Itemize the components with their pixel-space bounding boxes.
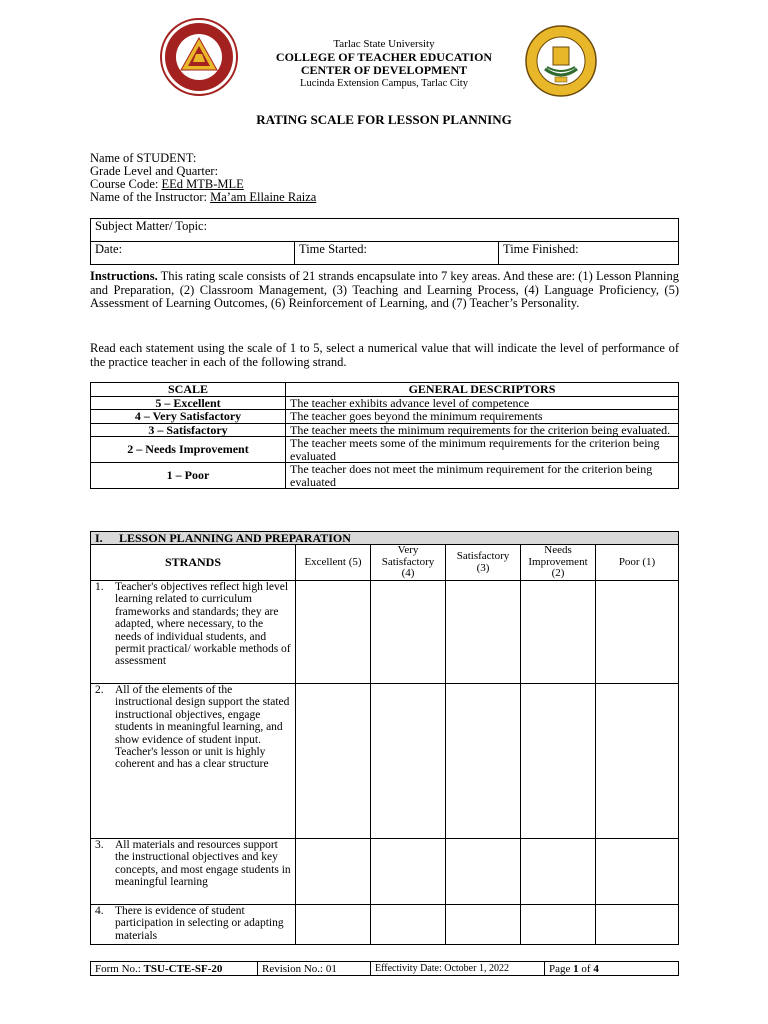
rating-cell[interactable] bbox=[296, 904, 371, 944]
strand-text: There is evidence of student participation in selecting or adapting materials bbox=[115, 904, 284, 942]
col-needs-improvement: Needs Improvement (2) bbox=[521, 545, 596, 581]
rating-cell[interactable] bbox=[596, 838, 679, 904]
scale-table bbox=[90, 382, 679, 489]
student-name-label: Name of STUDENT: bbox=[90, 151, 197, 165]
campus-name: Lucinda Extension Campus, Tarlac City bbox=[300, 78, 468, 89]
course-code-value: EEd MTB-MLE bbox=[161, 177, 244, 191]
subject-topic-field[interactable]: Subject Matter/ Topic: bbox=[91, 219, 679, 242]
rating-cell[interactable] bbox=[521, 580, 596, 683]
scale-label: 5 – Excellent bbox=[91, 396, 286, 410]
rating-cell[interactable] bbox=[296, 838, 371, 904]
rating-cell[interactable] bbox=[371, 683, 446, 838]
rating-cell[interactable] bbox=[296, 683, 371, 838]
subject-table bbox=[90, 218, 679, 265]
center-name: CENTER OF DEVELOPMENT bbox=[300, 63, 468, 77]
page-of: of bbox=[578, 962, 594, 975]
course-code-label: Course Code: bbox=[90, 177, 162, 191]
rating-cell[interactable] bbox=[446, 580, 521, 683]
effectivity-date: Effectivity Date: October 1, 2022 bbox=[371, 962, 545, 976]
strand-text: All of the elements of the instructional design support the stated instructional objectives, engage students in meaningful learning, and show evidence of student input. Teacher's lesson or unit is highly coherent and has a clear structure bbox=[115, 683, 290, 771]
rating-cell[interactable] bbox=[446, 904, 521, 944]
rating-cell[interactable] bbox=[371, 904, 446, 944]
scale-label: 4 – Very Satisfactory bbox=[91, 410, 286, 424]
scale-descriptor: The teacher goes beyond the minimum requirements bbox=[286, 410, 679, 424]
university-name: Tarlac State University bbox=[333, 38, 435, 50]
strand-text: Teacher's objectives reflect high level learning related to curriculum frameworks and standards; they are adapted, where necessary, to the needs of individual students, and permit practical/ workable methods of assessment bbox=[115, 580, 291, 668]
form-number-value: TSU-CTE-SF-20 bbox=[143, 962, 223, 975]
instructor-value: Ma’am Ellaine Raiza bbox=[210, 190, 317, 204]
strand-row bbox=[91, 838, 296, 904]
form-footer bbox=[90, 961, 679, 976]
section-name: LESSON PLANNING AND PREPARATION bbox=[119, 531, 351, 545]
rating-table bbox=[90, 531, 679, 945]
read-instructions: Read each statement using the scale of 1 to 5, select a numerical value that will indicate the level of performance of the practice teacher in each of the following strand. bbox=[90, 341, 679, 369]
college-name: COLLEGE OF TEACHER EDUCATION bbox=[275, 50, 493, 64]
rating-cell[interactable] bbox=[521, 838, 596, 904]
rating-cell[interactable] bbox=[371, 838, 446, 904]
col-satisfactory: Satisfactory (3) bbox=[446, 545, 521, 581]
instructions-paragraph bbox=[90, 270, 679, 311]
rating-cell[interactable] bbox=[521, 904, 596, 944]
scale-descriptor: The teacher exhibits advance level of competence bbox=[286, 396, 679, 410]
rating-cell[interactable] bbox=[446, 838, 521, 904]
page-label: Page bbox=[549, 962, 574, 975]
rating-cell[interactable] bbox=[296, 580, 371, 683]
scale-header: SCALE bbox=[91, 383, 286, 397]
col-poor: Poor (1) bbox=[596, 545, 679, 581]
scale-label: 1 – Poor bbox=[91, 463, 286, 489]
strands-header: STRANDS bbox=[91, 545, 296, 581]
student-info bbox=[90, 152, 316, 204]
strand-row bbox=[91, 683, 296, 838]
grade-level-label: Grade Level and Quarter: bbox=[90, 164, 219, 178]
rating-cell[interactable] bbox=[596, 683, 679, 838]
rating-cell[interactable] bbox=[446, 683, 521, 838]
rating-cell[interactable] bbox=[596, 580, 679, 683]
instructor-line bbox=[90, 191, 316, 204]
instructor-label: Name of the Instructor: bbox=[90, 190, 211, 204]
section-roman: I. bbox=[95, 531, 103, 545]
time-finished-field[interactable]: Time Finished: bbox=[499, 242, 679, 265]
col-excellent: Excellent (5) bbox=[296, 545, 371, 581]
page-current: 1 bbox=[573, 962, 579, 975]
scale-label: 2 – Needs Improvement bbox=[91, 437, 286, 463]
rating-cell[interactable] bbox=[371, 580, 446, 683]
time-started-field[interactable]: Time Started: bbox=[295, 242, 499, 265]
instructions-text: This rating scale consists of 21 strands encapsulate into 7 key areas. And these are: (1) Lesson Planning and Preparation, (2) Classroom Management, (3) Teaching and Learning Process, (4) Language Proficiency, (5) Assessment of Learning Outcomes, (6) Reinforcement of Learning, and (7) Teacher’s Personality. bbox=[90, 269, 679, 311]
scale-descriptor: The teacher meets some of the minimum requirements for the criterion being evaluated bbox=[286, 437, 679, 463]
instructions-lead: Instructions. bbox=[90, 269, 158, 283]
strand-number: 3. bbox=[95, 838, 104, 851]
scale-descriptor: The teacher meets the minimum requirements for the criterion being evaluated. bbox=[286, 423, 679, 437]
strand-row bbox=[91, 580, 296, 683]
page-title: RATING SCALE FOR LESSON PLANNING bbox=[256, 112, 512, 127]
page-total: 4 bbox=[593, 962, 599, 975]
scale-descriptor: The teacher does not meet the minimum requirement for the criterion being evaluated bbox=[286, 463, 679, 489]
strand-number: 2. bbox=[95, 683, 104, 696]
date-field[interactable]: Date: bbox=[91, 242, 295, 265]
cte-seal-logo bbox=[525, 25, 597, 97]
descriptor-header: GENERAL DESCRIPTORS bbox=[286, 383, 679, 397]
page-number bbox=[545, 962, 679, 976]
strand-number: 4. bbox=[95, 904, 104, 917]
revision-number: Revision No.: 01 bbox=[258, 962, 371, 976]
form-number-label: Form No.: bbox=[95, 962, 144, 975]
strand-text: All materials and resources support the instructional objectives and key concepts, and most engage students in meaningful learning bbox=[115, 838, 291, 889]
strand-row bbox=[91, 904, 296, 944]
strand-number: 1. bbox=[95, 580, 104, 593]
section-header bbox=[91, 532, 679, 545]
rating-cell[interactable] bbox=[521, 683, 596, 838]
scale-label: 3 – Satisfactory bbox=[91, 423, 286, 437]
rating-cell[interactable] bbox=[596, 904, 679, 944]
form-number bbox=[91, 962, 258, 976]
col-very-satisfactory: Very Satisfactory (4) bbox=[371, 545, 446, 581]
